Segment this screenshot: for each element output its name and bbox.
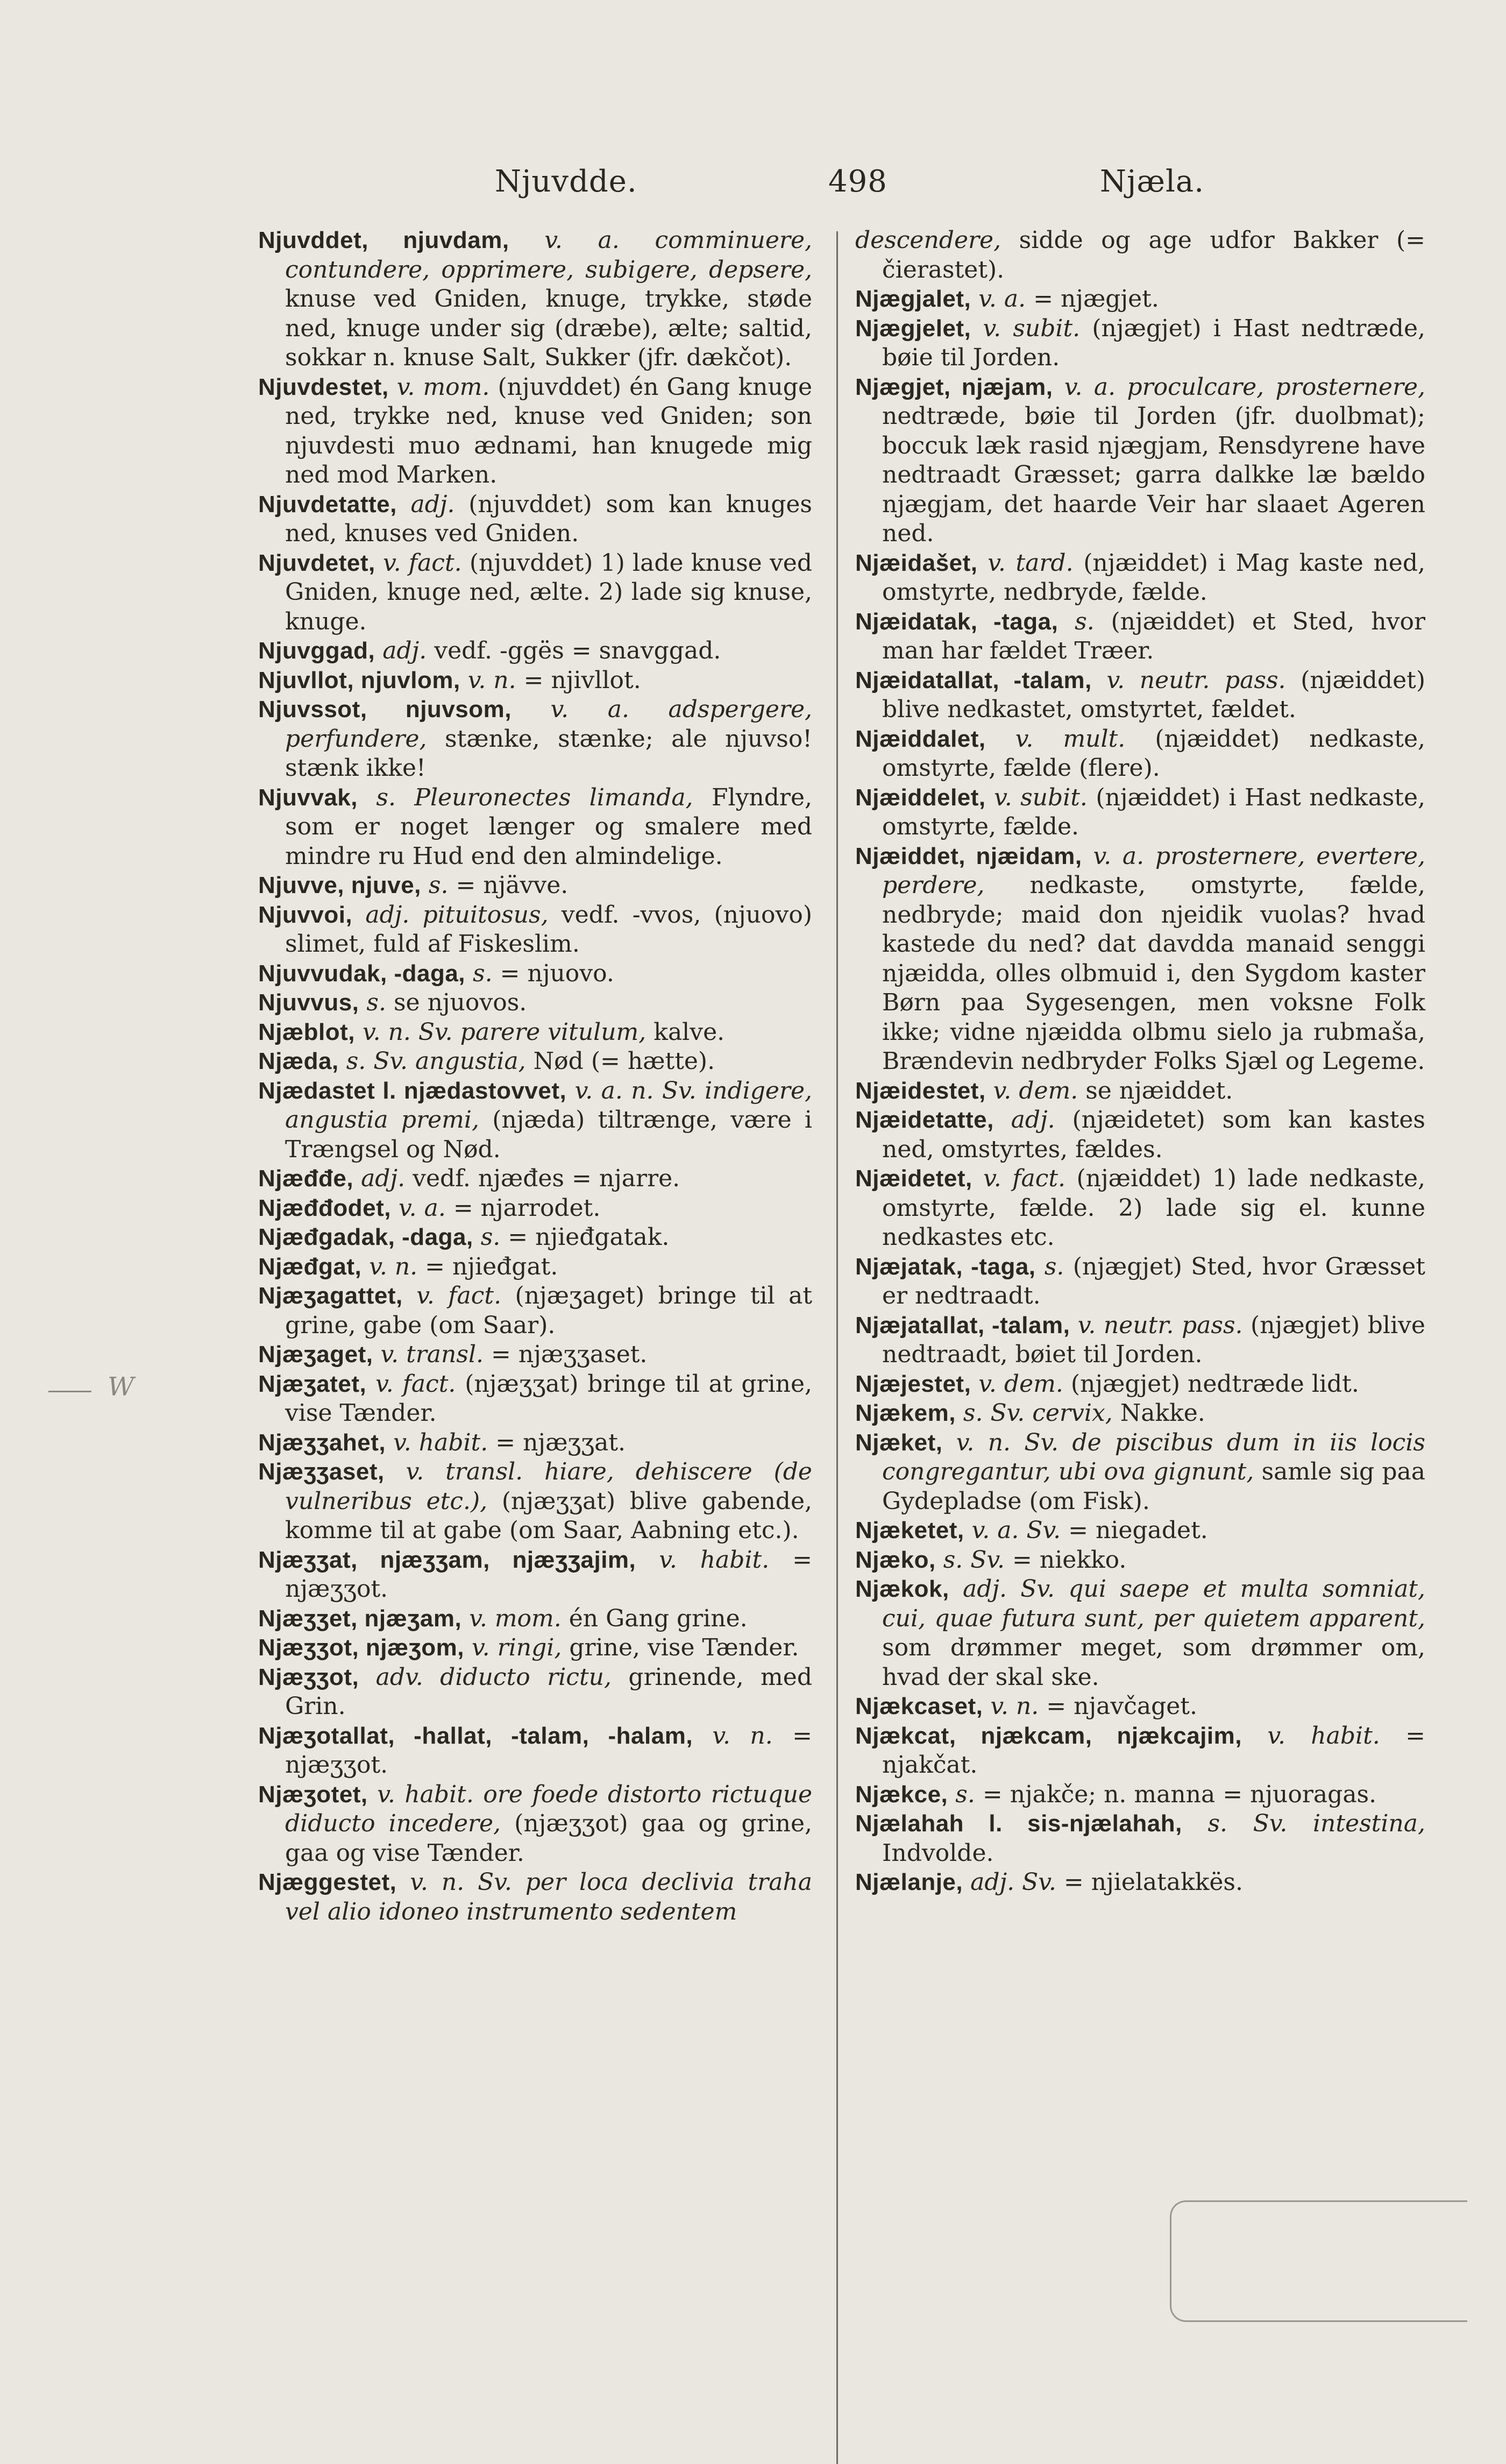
dictionary-entry <box>855 607 1425 666</box>
entry-definition: Nakke. <box>1120 1399 1205 1427</box>
entry-grammar: v. fact. <box>416 1282 502 1309</box>
entry-definition: knuse ved Gniden, knuge, trykke, støde ned, knuge under sig (dræbe), ælte; saltid, sokkar n. knuse Salt, Sukker (jfr. dækčot). <box>285 285 812 371</box>
dictionary-entry <box>258 1604 812 1634</box>
entry-grammar: s. <box>955 1780 975 1808</box>
entry-headword: Njægjet, njæjam, <box>855 373 1053 400</box>
entry-headword: Njæggestet, <box>258 1869 397 1895</box>
dictionary-entry <box>855 1252 1425 1311</box>
entry-definition: (njæiddet) 1) lade nedkaste, omstyrte, fælde. 2) lade sig el. kunne nedkastes etc. <box>882 1165 1425 1251</box>
dictionary-entry <box>855 725 1425 783</box>
entry-grammar: adj. Sv. <box>970 1868 1056 1896</box>
entry-grammar: v. fact. <box>375 1370 456 1398</box>
dictionary-entry <box>258 1633 812 1663</box>
entry-definition: vedf. njæđes = njarre. <box>413 1165 680 1192</box>
entry-grammar: v. transl. <box>406 1458 523 1485</box>
entry-grammar: v. n. Sv. <box>956 1428 1059 1456</box>
entry-grammar: s. <box>1075 607 1095 635</box>
dictionary-entry <box>855 226 1425 285</box>
entry-definition: = njieđgat. <box>425 1252 558 1280</box>
dictionary-entry <box>258 783 812 872</box>
dictionary-entry <box>855 783 1425 842</box>
entry-grammar: s. Sv. <box>1207 1810 1288 1837</box>
entry-definition: én Gang grine. <box>569 1604 748 1632</box>
entry-headword: Njækcaset, <box>855 1693 983 1719</box>
entry-headword: Njæʒʒat, njæʒʒam, njæʒʒajim, <box>258 1546 636 1573</box>
entry-latin: hiare, dehiscere (de vulneribus etc.), <box>285 1458 812 1515</box>
entry-headword: Njuvdestet, <box>258 373 389 400</box>
entry-headword: Njæidašet, <box>855 549 978 576</box>
entry-headword: Njuvssot, njuvsom, <box>258 696 512 723</box>
entry-latin: per loca declivia traha vel alio idoneo instrumento sedentem <box>285 1868 812 1925</box>
dictionary-entry <box>258 636 812 666</box>
entry-headword: Njæblot, <box>258 1018 355 1045</box>
margin-scribble: W <box>108 1372 134 1402</box>
entry-latin: intestina, <box>1312 1810 1425 1837</box>
dictionary-entry <box>855 1780 1425 1810</box>
entry-headword: Njuvdetet, <box>258 549 375 576</box>
dictionary-entry <box>855 1546 1425 1575</box>
entry-headword: Njæjatak, -taga, <box>855 1253 1036 1280</box>
entry-definition: nedkaste, omstyrte, fælde, nedbryde; maid don njeidik vuolas? hvad kastede du ned? dat davdda manaid senggi njæidda, olles olbmuid i, den Sygdom kaster Børn paa Sygesengen, men voksne Folk ikke; vidne njæidda olbmu sielo ja rubmaša, Brændevin nedbryder Folks Sjæl og Legeme. <box>882 872 1425 1075</box>
dictionary-entry <box>855 1516 1425 1546</box>
entry-grammar: adj. <box>1011 1106 1055 1134</box>
entry-headword: Njæidetet, <box>855 1165 972 1192</box>
entry-definition: (njæʒʒat) blive gabende, komme til at gabe (om Saar, Aabning etc.). <box>285 1487 812 1544</box>
entry-headword: Njæʒotallat, -hallat, -talam, -halam, <box>258 1722 693 1749</box>
entry-headword: Njæda, <box>258 1048 339 1074</box>
entry-definition: = njivllot. <box>523 666 641 694</box>
entry-definition: se njæiddet. <box>1085 1077 1233 1104</box>
dictionary-entry <box>855 1399 1425 1428</box>
entry-headword: Njæđgat, <box>258 1253 362 1280</box>
entry-headword: Njuvvoi, <box>258 901 353 928</box>
dictionary-entry <box>855 1809 1425 1868</box>
entry-definition: (njægjet) i Hast nedtræde, bøie til Jorden. <box>882 314 1425 371</box>
entry-headword: Njæʒʒot, njæʒom, <box>258 1634 465 1661</box>
dictionary-entry <box>855 842 1425 1077</box>
entry-definition: vedf. -ggës = snavggad. <box>434 637 721 664</box>
dictionary-entry <box>258 1281 812 1340</box>
entry-headword: Njuvvudak, -daga, <box>258 960 466 987</box>
dictionary-entry <box>258 226 812 373</box>
dictionary-entry <box>855 1311 1425 1370</box>
entry-grammar: v. habit. <box>1267 1722 1380 1750</box>
dictionary-entry <box>258 988 812 1018</box>
right-column <box>855 226 1425 1897</box>
page-number: 498 <box>828 164 887 199</box>
entry-headword: Njæidestet, <box>855 1077 986 1104</box>
dictionary-entry <box>258 1546 812 1604</box>
entry-grammar: v. mult. <box>1015 725 1126 753</box>
dictionary-entry <box>258 1018 812 1047</box>
entry-grammar: v. n. Sv. <box>410 1868 512 1896</box>
entry-definition: (njæidetet) som kan kastes ned, omstyrtes, fældes. <box>882 1106 1425 1163</box>
entry-grammar: v. n. <box>369 1252 418 1280</box>
entry-headword: Njuvllot, njuvlom, <box>258 667 460 693</box>
entry-grammar: v. neutr. pass. <box>1106 666 1286 694</box>
entry-grammar: v. <box>988 549 1006 577</box>
entry-grammar: v. n. <box>467 666 516 694</box>
dictionary-entry <box>258 959 812 989</box>
entry-definition: (njæiddet) nedkaste, omstyrte, fælde (flere). <box>882 725 1425 782</box>
entry-definition: = njielatakkës. <box>1063 1868 1243 1896</box>
entry-headword: Njuvvak, <box>258 784 358 811</box>
entry-definition: (njuvddet) én Gang knuge ned, trykke ned, knuse ved Gniden; son njuvdesti muo ædnami, han knugede mig ned mod Marken. <box>285 373 812 488</box>
entry-latin: proculcare, prosternere, <box>1127 373 1425 401</box>
entry-definition: grinende, med Grin. <box>285 1663 812 1720</box>
entry-headword: Njuvvus, <box>258 989 359 1016</box>
entry-headword: Njæko, <box>855 1546 936 1573</box>
header-left-guideword: Njuvdde. <box>495 164 637 199</box>
entry-grammar: adj. Sv. <box>962 1575 1055 1603</box>
entry-definition: som drømmer meget, som drømmer om, hvad der skal ske. <box>882 1634 1425 1691</box>
entry-headword: Njæket, <box>855 1429 943 1456</box>
column-divider <box>836 231 838 2464</box>
entry-definition: se njuovos. <box>393 989 527 1016</box>
entry-headword: Njægjelet, <box>855 315 971 342</box>
entry-grammar: s. <box>480 1223 501 1251</box>
entry-grammar: s. <box>376 783 396 811</box>
dictionary-entry <box>855 1106 1425 1164</box>
entry-latin: prosternere, evertere, perdere, <box>882 842 1425 899</box>
entry-definition: grine, vise Tænder. <box>569 1634 799 1661</box>
dictionary-entry <box>258 549 812 637</box>
dictionary-entry <box>855 1868 1425 1897</box>
margin-pencil-mark <box>48 1391 91 1392</box>
entry-definition: = njæʒʒot. <box>285 1546 812 1603</box>
header-right-guideword: Njæla. <box>1100 164 1205 199</box>
entry-definition: (njægjet) nedtræde lidt. <box>1070 1370 1359 1398</box>
dictionary-entry <box>258 1457 812 1546</box>
dictionary-entry <box>258 1194 812 1223</box>
entry-definition: (njæʒaget) bringe til at grine, gabe (om Saar). <box>285 1282 812 1339</box>
entry-definition: (njæda) tiltrænge, være i Trængsel og Nød. <box>285 1106 812 1163</box>
entry-headword: Njæđđe, <box>258 1165 354 1192</box>
entry-grammar: s. <box>1044 1252 1064 1280</box>
dictionary-entry <box>258 1077 812 1165</box>
dictionary-entry <box>258 1223 812 1252</box>
entry-grammar: v. subit. <box>994 783 1088 811</box>
dictionary-entry <box>258 666 812 696</box>
dictionary-entry <box>258 1370 812 1428</box>
entry-latin: angustia, <box>415 1047 526 1075</box>
entry-headword: Njækcat, njækcam, njækcajim, <box>855 1722 1242 1749</box>
entry-definition: Indvolde. <box>882 1839 994 1867</box>
dictionary-entry <box>258 1340 812 1370</box>
dictionary-entry <box>258 1428 812 1458</box>
entry-headword: Njægjalet, <box>855 286 971 312</box>
entry-headword: Njuvggad, <box>258 638 375 664</box>
entry-grammar: s. <box>473 959 493 987</box>
entry-headword: Njæidatak, -taga, <box>855 608 1059 635</box>
entry-headword: Njæʒatet, <box>258 1370 367 1397</box>
dictionary-entry <box>258 373 812 490</box>
dictionary-entry <box>855 666 1425 725</box>
entry-definition: (njæiddet) i Hast nedkaste, omstyrte, fælde. <box>882 783 1425 840</box>
entry-grammar: v. habit. <box>393 1428 488 1456</box>
dictionary-entry <box>855 1692 1425 1722</box>
entry-grammar: v. fact. <box>983 1165 1066 1192</box>
entry-definition: (njæiddet) i Mag kaste ned, omstyrte, nedbryde, fælde. <box>882 549 1425 606</box>
entry-latin: comminuere, contundere, opprimere, subigere, depsere, <box>285 226 812 284</box>
entry-headword: Njædastet l. njædastovvet, <box>258 1077 567 1104</box>
entry-definition: = niegadet. <box>1068 1517 1208 1544</box>
entry-grammar: s. <box>428 872 449 899</box>
dictionary-entry <box>855 1370 1425 1399</box>
entry-headword: Njuvdetatte, <box>258 491 397 518</box>
entry-grammar: s. Sv. <box>943 1546 1005 1574</box>
entry-definition: kalve. <box>653 1018 725 1046</box>
entry-definition: = njakčat. <box>882 1722 1425 1779</box>
entry-grammar: v. n. Sv. <box>362 1018 453 1046</box>
entry-headword: Njuvve, njuve, <box>258 872 421 898</box>
entry-grammar: v. a. <box>550 696 629 723</box>
entry-grammar: s. Sv. <box>963 1399 1025 1427</box>
library-stamp-outline <box>1170 2200 1467 2322</box>
entry-headword: Njækce, <box>855 1781 948 1808</box>
dictionary-entry <box>855 1428 1425 1517</box>
entry-headword: Njæjatallat, -talam, <box>855 1312 1070 1339</box>
entry-grammar: v. mom. <box>396 373 490 401</box>
entry-latin: qui saepe et multa somniat, cui, quae futura sunt, per quietem apparent, <box>882 1575 1426 1632</box>
entry-definition: = njävve. <box>456 872 569 899</box>
entry-grammar: v. subit. <box>983 314 1081 342</box>
entry-grammar: s. Sv. <box>346 1047 408 1075</box>
entry-grammar: v. dem. <box>978 1370 1063 1398</box>
entry-grammar: v. <box>472 1634 490 1661</box>
entry-definition: (njægjet) blive nedtraadt, bøiet til Jorden. <box>882 1311 1425 1368</box>
entry-definition: stænke, stænke; ale njuvso! stænk ikke! <box>285 725 812 782</box>
dictionary-entry <box>258 1663 812 1722</box>
entry-headword: Njæʒagattet, <box>258 1283 403 1309</box>
entry-definition: = niekko. <box>1012 1546 1127 1574</box>
entry-definition: Flyndre, som er noget længer og smalere med mindre ru Hud end den almindelige. <box>285 783 812 870</box>
entry-grammar: v. mom. <box>469 1604 562 1632</box>
entry-headword: Njæʒʒet, njæʒam, <box>258 1605 462 1632</box>
dictionary-entry <box>855 1722 1425 1780</box>
entry-headword: Njæđđodet, <box>258 1194 391 1221</box>
entry-definition: = njæʒʒat. <box>495 1428 626 1456</box>
entry-headword: Njæʒaget, <box>258 1341 373 1368</box>
entry-definition: = njieđgatak. <box>508 1223 670 1251</box>
entry-grammar: v. a. <box>398 1194 446 1222</box>
dictionary-entry <box>258 1722 812 1780</box>
entry-headword: Njælahah l. sis-njælahah, <box>855 1810 1182 1837</box>
dictionary-entry <box>258 1868 812 1927</box>
entry-headword: Njæʒʒaset, <box>258 1458 385 1485</box>
entry-headword: Njæʒʒahet, <box>258 1429 386 1456</box>
entry-grammar: v. habit. <box>377 1780 474 1808</box>
entry-definition: (njuvddet) som kan knuges ned, knuses ved Gniden. <box>285 490 812 547</box>
entry-definition: nedtræde, bøie til Jorden (jfr. duolbmat); boccuk læk rasid njægjam, Rensdyrene have nedtraadt Græsset; garra dalkke læ bældo njægjam, det haarde Veir har slaaet Ageren ned. <box>882 402 1425 547</box>
entry-headword: Njæʒʒot, <box>258 1663 359 1690</box>
entry-definition: (njægjet) Sted, hvor Græsset er nedtraadt. <box>882 1252 1425 1309</box>
entry-headword: Njæiddalet, <box>855 725 986 752</box>
entry-headword: Njæidatallat, -talam, <box>855 667 1092 693</box>
dictionary-entry <box>855 285 1425 314</box>
entry-definition: = njarrodet. <box>453 1194 601 1222</box>
entry-headword: Njæiddet, njæidam, <box>855 842 1082 869</box>
dictionary-entry <box>258 1252 812 1282</box>
entry-latin: cervix, <box>1032 1399 1113 1427</box>
entry-headword: Njæiddelet, <box>855 784 986 811</box>
entry-latin: parere vitulum, <box>460 1018 647 1046</box>
dictionary-entry <box>855 314 1425 373</box>
entry-grammar: v. transl. <box>380 1341 484 1368</box>
entry-grammar: v. a. <box>1064 373 1116 401</box>
dictionary-entry <box>855 373 1425 549</box>
entry-grammar: v. a. n. Sv. <box>574 1077 697 1104</box>
dictionary-entry <box>855 1077 1425 1106</box>
dictionary-entry <box>258 490 812 549</box>
entry-latin: descendere, <box>855 226 1001 254</box>
entry-headword: Njæketet, <box>855 1517 964 1543</box>
page-header <box>0 164 1506 207</box>
dictionary-entry <box>258 1780 812 1868</box>
entry-definition: sidde og age udfor Bakker (= čierastet). <box>882 226 1425 284</box>
left-column <box>258 226 812 1927</box>
dictionary-entry <box>855 549 1425 607</box>
entry-latin: diducto rictu, <box>440 1663 612 1691</box>
entry-definition: = njavčaget. <box>1046 1693 1197 1720</box>
entry-headword: Njækok, <box>855 1576 949 1602</box>
entry-grammar: adv. <box>375 1663 423 1691</box>
entry-headword: Njælanje, <box>855 1869 963 1895</box>
entry-grammar: v. neutr. pass. <box>1077 1311 1243 1339</box>
entry-grammar: adj. <box>382 637 427 664</box>
entry-definition: = njakče; n. manna = njuoragas. <box>982 1780 1377 1808</box>
entry-grammar: v. a. <box>544 226 620 254</box>
entry-grammar: v. a. Sv. <box>971 1517 1061 1544</box>
entry-definition: = njuovo. <box>500 959 614 987</box>
entry-latin: pituitosus, <box>422 901 549 929</box>
dictionary-entry <box>258 1164 812 1194</box>
entry-grammar: v. fact. <box>382 549 462 577</box>
dictionary-entry <box>258 1047 812 1077</box>
entry-definition: (njuvddet) 1) lade knuse ved Gniden, knuge ned, ælte. 2) lade sig knuse, knuge. <box>285 549 813 635</box>
entry-latin: de piscibus dum in iis locis congregantur, ubi ova gignunt, <box>882 1428 1425 1485</box>
entry-definition: = njæʒʒot. <box>285 1722 812 1779</box>
entry-definition: = njægjet. <box>1033 285 1159 313</box>
entry-headword: Njuvddet, njuvdam, <box>258 227 509 253</box>
entry-grammar: v. n. <box>712 1722 773 1750</box>
entry-grammar: v. n. <box>990 1693 1039 1720</box>
entry-definition: Nød (= hætte). <box>533 1047 715 1075</box>
entry-grammar: adj. <box>365 901 410 929</box>
entry-grammar: adj. <box>410 490 455 518</box>
entry-latin: ore foede distorto rictuque diducto incedere, <box>285 1780 812 1837</box>
entry-definition: samle sig paa Gydepladse (om Fisk). <box>882 1458 1425 1515</box>
entry-grammar: v. dem. <box>993 1077 1078 1104</box>
entry-latin: Pleuronectes limanda, <box>414 783 693 811</box>
entry-definition: (njæʒʒat) bringe til at grine, vise Tænder. <box>285 1370 812 1427</box>
dictionary-entry <box>258 871 812 901</box>
entry-headword: Njæjestet, <box>855 1370 971 1397</box>
entry-latin: ringi, <box>497 1634 562 1661</box>
entry-definition: (njæʒʒot) gaa og grine, gaa og vise Tænder. <box>285 1810 812 1867</box>
entry-latin: tard. <box>1015 549 1074 577</box>
entry-grammar: s. <box>366 989 386 1016</box>
entry-definition: = njæʒʒaset. <box>491 1341 648 1368</box>
entry-grammar: v. a. <box>1093 842 1145 870</box>
entry-headword: Njæđgadak, -daga, <box>258 1224 473 1250</box>
entry-definition: (njæiddet) et Sted, hvor man har fældet Træer. <box>882 607 1425 664</box>
dictionary-entry <box>258 901 812 959</box>
entry-definition: (njæiddet) blive nedkastet, omstyrtet, fældet. <box>882 666 1425 723</box>
dictionary-entry <box>855 1575 1425 1692</box>
entry-grammar: adj. <box>361 1165 406 1192</box>
entry-headword: Njæidetatte, <box>855 1107 994 1133</box>
entry-grammar: v. a. <box>978 285 1026 313</box>
entry-grammar: v. habit. <box>659 1546 770 1574</box>
dictionary-entry <box>855 1164 1425 1252</box>
entry-headword: Njæʒotet, <box>258 1781 368 1808</box>
entry-definition: vedf. -vvos, (njuovo) slimet, fuld af Fiskeslim. <box>285 901 812 958</box>
entry-latin: adspergere, perfundere, <box>285 696 812 753</box>
dictionary-entry <box>258 695 812 783</box>
entry-latin: indigere, angustia premi, <box>285 1077 812 1134</box>
entry-headword: Njækem, <box>855 1400 956 1426</box>
